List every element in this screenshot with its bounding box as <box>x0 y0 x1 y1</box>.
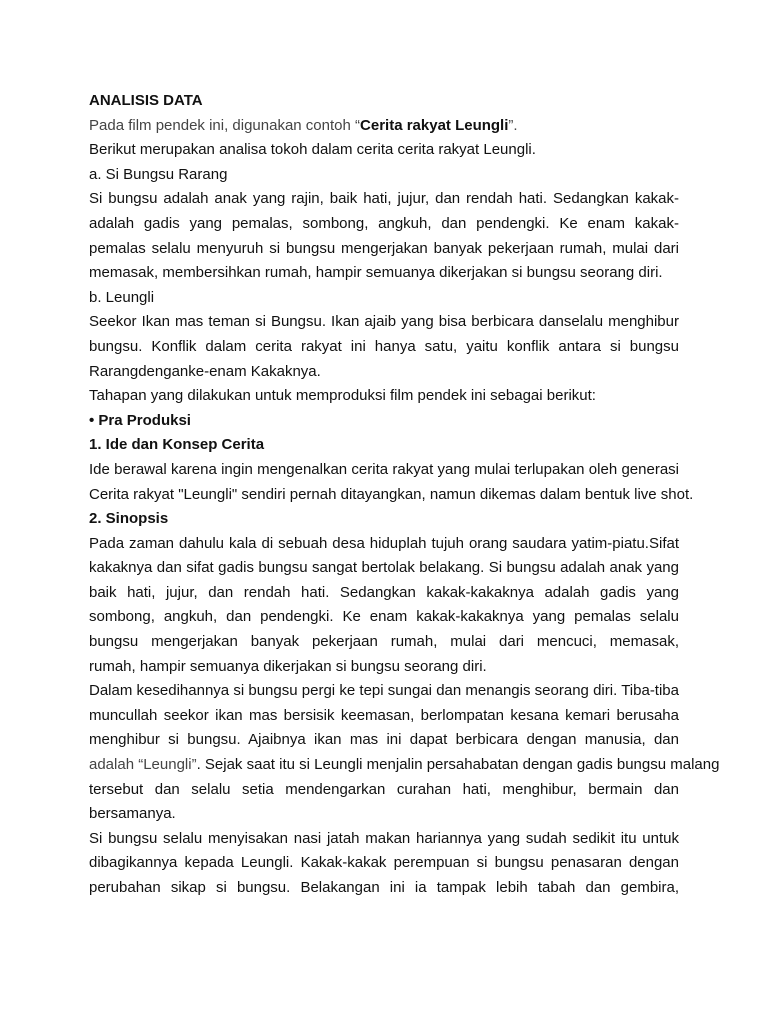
paragraph-line: Si bungsu selalu menyisakan nasi jatah makan hariannya yang sudah sedikit itu untuk <box>89 829 679 847</box>
stages-intro: Tahapan yang dilakukan untuk memproduksi film pendek ini sebagai berikut: <box>89 387 596 405</box>
paragraph-line: pemalas selalu menyuruh si bungsu mengerjakan banyak pekerjaan rumah, mulai dari <box>89 239 679 257</box>
paragraph-line: Cerita rakyat "Leungli" sendiri pernah ditayangkan, namun dikemas dalam bentuk live shot. <box>89 485 694 503</box>
paragraph-line: Seekor Ikan mas teman si Bungsu. Ikan ajaib yang bisa berbicara danselalu menghibur <box>89 313 679 331</box>
document-title: ANALISIS DATA <box>89 92 203 109</box>
paragraph-line: Si bungsu adalah anak yang rajin, baik hati, jujur, dan rendah hati. Sedangkan kakak- <box>89 190 679 208</box>
paragraph-line: tersebut dan selalu setia mendengarkan curahan hati, menghibur, bermain dan <box>89 780 679 798</box>
leungli-name-span: adalah “Leungli” <box>89 756 197 774</box>
paragraph-line: dibagikannya kepada Leungli. Kakak-kakak perempuan si bungsu penasaran dengan <box>89 854 679 872</box>
paragraph-line: baik hati, jujur, dan rendah hati. Sedangkan kakak-kakaknya adalah gadis yang <box>89 583 679 601</box>
paragraph-line: rumah, hampir semuanya dikerjakan si bungsu seorang diri. <box>89 657 487 675</box>
section-a-heading: a. Si Bungsu Rarang <box>89 165 228 183</box>
paragraph-line: kakaknya dan sifat gadis bungsu sangat bertolak belakang. Si bungsu adalah anak yang <box>89 559 679 577</box>
paragraph-line: perubahan sikap si bungsu. Belakangan ini ia tampak lebih tabah dan gembira, <box>89 879 679 896</box>
paragraph-line: Pada zaman dahulu kala di sebuah desa hiduplah tujuh orang saudara yatim-piatu.Sifat <box>89 534 679 552</box>
paragraph-line: bersamanya. <box>89 805 176 823</box>
pra-produksi-bullet: • Pra Produksi <box>89 411 191 429</box>
intro-line-2: Berikut merupakan analisa tokoh dalam cerita cerita rakyat Leungli. <box>89 141 536 159</box>
paragraph-line: sombong, angkuh, dan pendengki. Ke enam kakak-kakaknya yang pemalas selalu <box>89 608 679 626</box>
intro-bold-title: Cerita rakyat Leungli <box>360 116 509 134</box>
section-b-heading: b. Leungli <box>89 288 155 306</box>
paragraph-line: bungsu mengerjakan banyak pekerjaan rumah, mulai dari mencuci, memasak, <box>89 633 679 651</box>
paragraph-line: menghibur si bungsu. Ajaibnya ikan mas ini dapat berbicara dengan manusia, dan <box>89 731 679 749</box>
paragraph-line: Rarangdenganke-enam Kakaknya. <box>89 362 321 380</box>
paragraph-line: memasak, membersihkan rumah, hampir semuanya dikerjakan si bungsu seorang diri. <box>89 264 663 282</box>
paragraph-line: adalah gadis yang pemalas, sombong, angkuh, dan pendengki. Ke enam kakak- <box>89 214 679 232</box>
intro-suffix: ”. <box>508 116 518 134</box>
paragraph-line: bungsu. Konflik dalam cerita rakyat ini hanya satu, yaitu konflik antara si bungsu <box>89 337 679 355</box>
paragraph-line: Dalam kesedihannya si bungsu pergi ke tepi sungai dan menangis seorang diri. Tiba-tiba <box>89 682 679 700</box>
document-body <box>89 89 720 901</box>
ide-heading: 1. Ide dan Konsep Cerita <box>89 436 265 454</box>
intro-prefix: Pada film pendek ini, digunakan contoh “ <box>89 116 361 134</box>
paragraph-line <box>89 753 720 778</box>
paragraph-line-rest: . Sejak saat itu si Leungli menjalin persahabatan dengan gadis bungsu malang <box>196 756 720 774</box>
paragraph-line: muncullah seekor ikan mas bersisik keemasan, berlompatan kesana kemari berusaha <box>89 706 679 724</box>
intro-line <box>89 114 679 139</box>
paragraph-line: Ide berawal karena ingin mengenalkan cerita rakyat yang mulai terlupakan oleh generasi <box>89 460 679 478</box>
sinopsis-heading: 2. Sinopsis <box>89 510 169 528</box>
